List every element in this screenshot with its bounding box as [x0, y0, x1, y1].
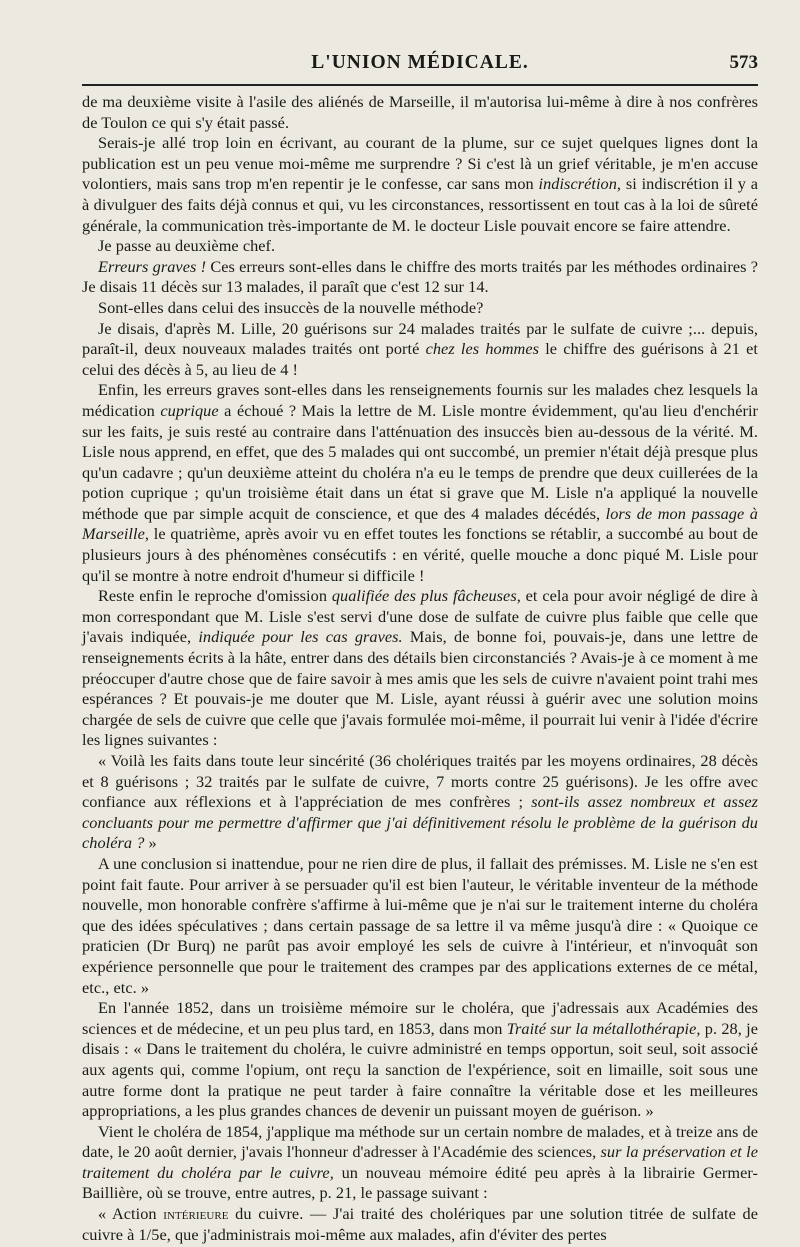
- italic-run: chez les hommes: [425, 339, 540, 359]
- paragraph: [82, 854, 758, 998]
- paragraph: [82, 751, 758, 854]
- italic-run: sont-ils assez nombreux et assez concluants pour me permettre d'affirmer que j'ai définitivement résolu le problème de la guérison du choléra ?: [82, 792, 758, 853]
- text-run: et cela pour avoir négligé de dire à mon correspondant que M. Lisle s'est servi d'une dose de sulfate de cuivre plus faible que celle que j'avais indiquée,: [82, 586, 758, 647]
- body-text: [82, 92, 759, 1244]
- running-title: L'UNION MÉDICALE.: [311, 52, 529, 73]
- text-run: Je disais, d'après M. Lille, 20 guérisons sur 24 malades traités par le sulfate de cuivre ;... depuis, paraît-il, deux nouveaux malades traités ont porté: [82, 318, 758, 359]
- text-run: si indiscrétion il y a à divulguer des faits déjà connus et qui, vu les circonstances, ressortissent en tout cas à la loi de sûreté générale, la communication très-importante de M. le docteur Lisle pouvait encore se faire attendre.: [82, 174, 758, 235]
- paragraph: [82, 236, 758, 257]
- text-run: Serais-je allé trop loin en écrivant, au courant de la plume, sur ce sujet quelques lignes dont la publication est un peu venue moi-même me surprendre ? Si c'est là un grief véritable, je m'en accuse volontiers, mais sans trop m'en repentir je le confesse, car sans mon: [82, 133, 758, 194]
- text-run: p. 28, je disais : « Dans le traitement du choléra, le cuivre administré en temps opportun, soit seul, soit associé aux agents qui, comme l'opium, ont reçu la sanction de l'expérience, soit en limaille, soit sous une autre forme dont la pratique ne peut tarder à faire connaître la véritable dose et les meilleures appropriations, a les plus grandes chances de devenir un puissant moyen de guérison. »: [82, 1018, 758, 1121]
- text-run: »: [144, 833, 157, 853]
- text-run: un nouveau mémoire édité peu après à la librairie Germer-Baillière, où se trouve, entre autres, p. 21, le passage suivant :: [82, 1162, 758, 1203]
- text-run: Enfin, les erreurs graves sont-elles dans les renseignements fournis sur les malades chez lesquels la médication: [82, 380, 758, 420]
- text-run: du cuivre. — J'ai traité des cholériques par une solution titrée de sulfate de cuivre à 1/5e, que j'administrais moi-même aux malades, afin d'éviter des pertes: [82, 1204, 758, 1244]
- paragraph: [82, 133, 758, 236]
- small-caps-run: intérieure: [163, 1204, 229, 1224]
- page-header: [82, 52, 758, 84]
- paragraph: [82, 298, 758, 319]
- text-run: Vient le choléra de 1854, j'applique ma méthode sur un certain nombre de malades, et à treize ans de date, le 20 août dernier, j'avais l'honneur d'adresser à l'Académie des sciences,: [82, 1121, 758, 1162]
- italic-run: lors de mon passage à Marseille,: [82, 503, 758, 544]
- text-run: de ma deuxième visite à l'asile des aliénés de Marseille, il m'autorisa lui-même à dire à nos confrères de Toulon ce qui s'y était passé.: [82, 92, 758, 132]
- italic-run: Traité sur la métallothérapie,: [506, 1018, 701, 1038]
- text-run: Ces erreurs sont-elles dans le chiffre des morts traités par les méthodes ordinaires ? Je disais 11 décès sur 13 malades, il paraît que c'est 12 sur 14.: [82, 256, 759, 297]
- italic-run: indiscrétion,: [538, 174, 622, 194]
- paragraph: [82, 1204, 758, 1245]
- paragraph: [82, 380, 758, 586]
- page-number: 573: [729, 52, 758, 73]
- text-run: Je passe au deuxième chef.: [98, 236, 276, 256]
- italic-run: Erreurs graves !: [98, 256, 207, 276]
- text-run: le quatrième, après avoir vu en effet toutes les fonctions se rétablir, a succombé au bout de plusieurs jours à des phénomènes consécutifs : en vérité, quelle mouche a donc piqué M. Lisle pour qu'il se montre à notre endroit d'humeur si difficile !: [82, 524, 758, 585]
- text-run: le chiffre des guérisons à 21 et celui des décès à 5, au lieu de 4 !: [82, 339, 758, 379]
- text-run: « Action: [98, 1204, 164, 1224]
- italic-run: indiquée pour les cas graves.: [198, 627, 403, 647]
- paragraph: [82, 257, 758, 298]
- paragraph: [82, 319, 758, 381]
- text-run: Mais, de bonne foi, pouvais-je, dans une lettre de renseignements écrits à la hâte, entrer dans des détails bien circonstanciés ? Avais-je à ce moment à me préoccuper d'autre chose que de faire savoir à mes amis que les sels de cuivre n'avaient point trahi mes espérances ? Et pouvais-je me douter que M. Lisle, ayant réussi à guérir avec une solution moins chargée de sels de cuivre que celle que j'avais formulée moi-même, il pourrait lui venir à l'idée d'écrire les lignes suivantes :: [82, 627, 758, 750]
- paragraph: [82, 998, 758, 1122]
- text-run: « Voilà les faits dans toute leur sincérité (36 cholériques traités par les moyens ordinaires, 28 décès et 8 guérisons ; 32 traités par le sulfate de cuivre, 7 morts contre 25 guérisons). Je les offre avec confiance aux réflexions et à l'appréciation de mes confrères ;: [82, 751, 758, 812]
- paragraph: [82, 92, 758, 133]
- text-run: Sont-elles dans celui des insuccès de la nouvelle méthode?: [98, 297, 484, 317]
- italic-run: qualifiée des plus fâcheuses,: [331, 586, 521, 606]
- italic-run: sur la préservation et le traitement du choléra par le cuivre,: [82, 1142, 758, 1182]
- italic-run: cuprique: [160, 400, 219, 420]
- paragraph: [82, 586, 758, 751]
- paragraph: [82, 1122, 758, 1204]
- text-run: En l'année 1852, dans un troisième mémoire sur le choléra, que j'adressais aux Académies des sciences et de médecine, et un peu plus tard, en 1853, dans mon: [82, 998, 758, 1038]
- header-rule: [82, 84, 758, 86]
- text-run: A une conclusion si inattendue, pour ne rien dire de plus, il fallait des prémisses. M. Lisle ne s'en est point fait faute. Pour arriver à se persuader qu'il est bien l'auteur, le véritable inventeur de la méthode nouvelle, mon honorable confrère s'affirme à lui-même que je n'ai sur le traitement interne du choléra que des idées spéculatives ; dans certain passage de sa lettre il va même jusqu'à dire : « Quoique ce praticien (Dr Burq) ne parût pas avoir employé les sels de cuivre à l'intérieur, et n'invoquât son expérience personnelle que pour le traitement des crampes par des applications externes de ce métal, etc., etc. »: [82, 853, 758, 997]
- text-run: a échoué ? Mais la lettre de M. Lisle montre évidemment, qu'au lieu d'enchérir sur les faits, je suis resté au contraire dans l'atténuation des insuccès bien au-dessous de la vérité. M. Lisle nous apprend, en effet, que des 5 malades qui ont succombé, un premier n'était déjà presque plus qu'un cadavre ; qu'un deuxième atteint du choléra n'a eu le temps de prendre que deux cuillerées de la potion cuprique ; qu'un troisième était dans un état si grave que M. Lisle n'a appliqué la nouvelle méthode que par simple acquit de conscience, et que des 4 malades décédés,: [82, 400, 758, 523]
- text-run: Reste enfin le reproche d'omission: [98, 586, 332, 606]
